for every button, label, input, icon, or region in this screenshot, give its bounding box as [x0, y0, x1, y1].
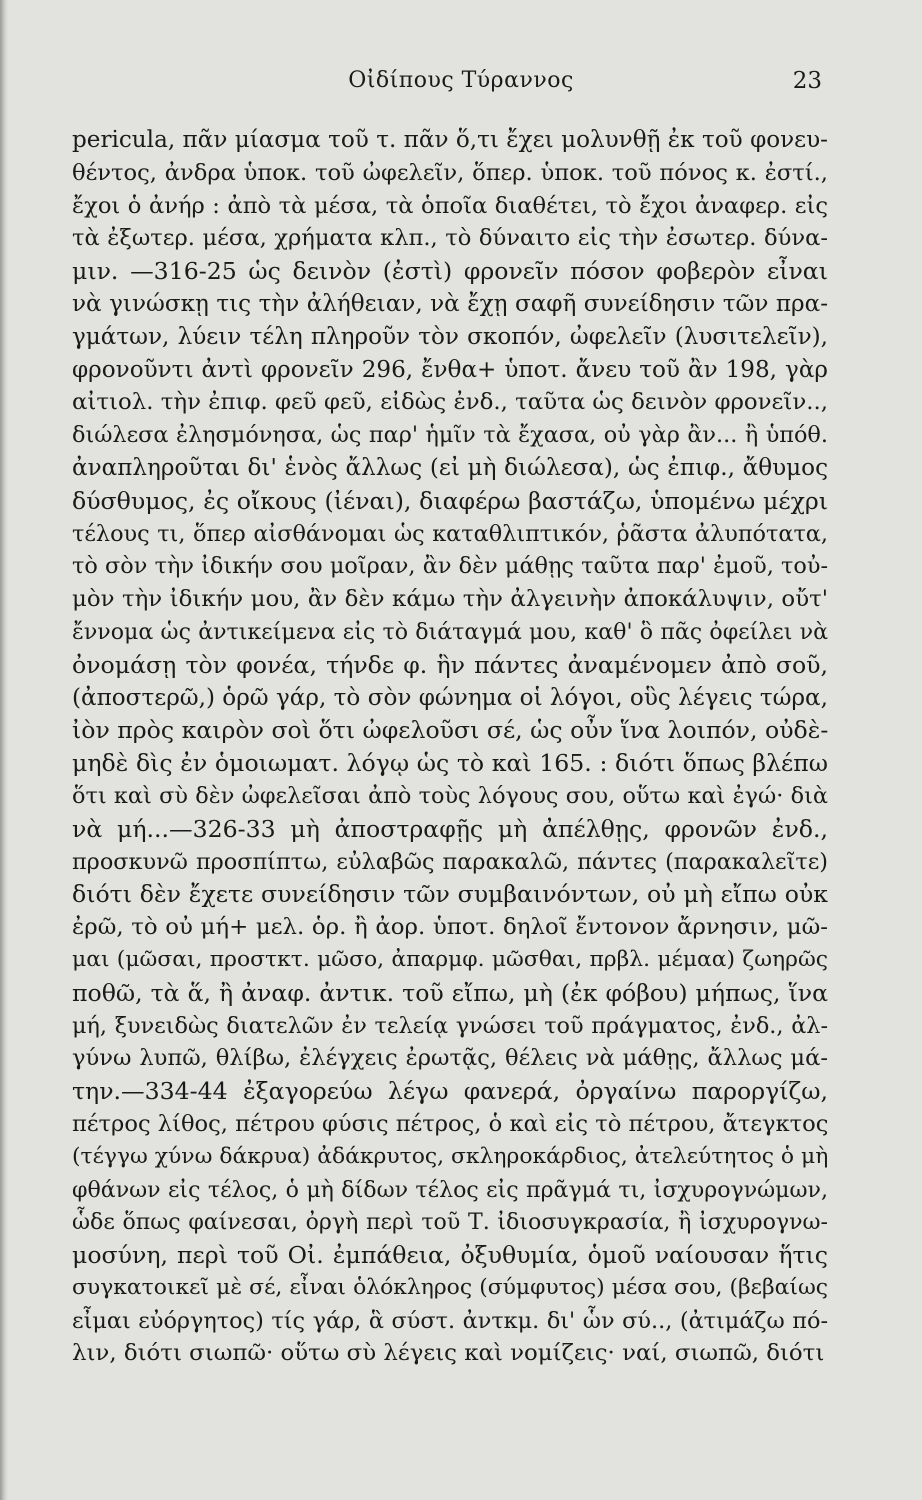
text-line: ἔννομα ὡς ἀντικείμενα εἰς τὸ διάταγμά μου, καθ' ὃ πᾶς ὀφείλει νὰ	[72, 618, 828, 645]
text-line: νὰ γινώσκῃ τις τὴν ἀλήθειαν, νὰ ἔχῃ σαφῆ συνείδησιν τῶν πρα-	[72, 290, 828, 317]
text-line: δύσθυμος, ἐς οἴκους (ἰέναι), διαφέρω βαστάζω, ὑπομένω μέχρι	[72, 486, 828, 515]
text-line: φρονοῦντι ἀντὶ φρονεῖν 296, ἔνθα+ ὑποτ. ἄνευ τοῦ ἂν 198, γὰρ	[72, 356, 828, 383]
text-line: τὸ σὸν τὴν ἰδικήν σου μοῖραν, ἂν δὲν μάθῃς ταῦτα παρ' ἐμοῦ, τοὐ-	[72, 553, 828, 580]
page-gutter-shadow	[0, 0, 8, 1500]
text-line: μιν. —316-25 ὡς δεινὸν (ἐστὶ) φρονεῖν πόσον φοβερὸν εἶναι	[72, 257, 828, 286]
text-line: μαι (μῶσαι, προστκτ. μῶσο, ἀπαρμφ. μῶσθαι, πρβλ. μέμαα) ζωηρῶς	[72, 946, 828, 972]
text-line: γμάτων, λύειν τέλη πληροῦν τὸν σκοπόν, ὠφελεῖν (λυσιτελεῖν),	[72, 323, 828, 350]
commentary-body	[72, 124, 828, 1370]
text-line: μὸν τὴν ἰδικήν μου, ἂν δὲν κάμω τὴν ἀλγεινὴν ἀποκάλυψιν, οὔτ'	[72, 586, 828, 613]
text-line: ἰὸν πρὸς καιρὸν σοὶ ὅτι ὠφελοῦσι σέ, ὡς οὖν ἵνα λοιπόν, οὐδὲ-	[72, 716, 829, 745]
text-line: (τέγγω χύνω δάκρυα) ἀδάκρυτος, σκληροκάρδιος, ἀτελεύτητος ὁ μὴ	[72, 1143, 829, 1169]
text-line: θέντος, ἀνδρα ὑποκ. τοῦ ὠφελεῖν, ὅπερ. ὑποκ. τοῦ πόνος κ. ἐστί.,	[72, 159, 828, 186]
text-line: ἀναπληροῦται δι' ἑνὸς ἄλλως (εἰ μὴ διώλεσα), ὡς ἐπιφ., ἄθυμος	[72, 454, 828, 481]
text-line: ὅτι καὶ σὺ δὲν ὠφελεῖσαι ἀπὸ τοὺς λόγους σου, οὕτω καὶ ἐγώ· διὰ	[72, 782, 828, 809]
text-line: αἰτιολ. τὴν ἐπιφ. φεῦ φεῦ, εἰδὼς ἐνδ., ταῦτα ὡς δεινὸν φρονεῖν..,	[72, 389, 828, 416]
text-line: ἐρῶ, τὸ οὐ μή+ μελ. ὁρ. ἢ ἀορ. ὑποτ. δηλοῖ ἔντονον ἄρνησιν, μῶ-	[72, 914, 828, 941]
text-line: διότι δὲν ἔχετε συνείδησιν τῶν συμβαινόντων, οὐ μὴ εἴπω οὐκ	[72, 880, 828, 909]
text-line: συγκατοικεῖ μὲ σέ, εἶναι ὁλόκληρος (σύμφυτος) μέσα σου, (βεβαίως	[72, 1274, 828, 1300]
running-title: Οἰδίπους Τύραννος	[348, 68, 574, 93]
text-line: (ἀποστερῶ,) ὁρῶ γάρ, τὸ σὸν φώνημα οἱ λόγοι, οὓς λέγεις τώρα,	[72, 684, 828, 711]
text-line: πέτρος λίθος, πέτρου φύσις πέτρος, ὁ καὶ εἰς τὸ πέτρου, ἄτεγκτος	[72, 1110, 829, 1137]
text-line: λιν, διότι σιωπῶ· οὕτω σὺ λέγεις καὶ νομίζεις· ναί, σιωπῶ, διότι	[72, 1340, 825, 1367]
text-line: τέλους τι, ὅπερ αἰσθάνομαι ὡς καταθλιπτικόν, ῥᾶστα ἀλυπότατα,	[72, 520, 828, 547]
text-line: μηδὲ δὶς ἐν ὁμοιωματ. λόγῳ ὡς τὸ καὶ 165. : διότι ὅπως βλέπω	[72, 749, 828, 778]
text-line: γύνω λυπῶ, θλίβω, ἐλέγχεις ἐρωτᾷς, θέλεις νὰ μάθῃς, ἄλλως μά-	[72, 1045, 828, 1072]
page-number: 23	[792, 68, 822, 94]
text-line: εἶμαι εὐόργητος) τίς γάρ, ἃ σύστ. ἀντκμ. δι' ὧν σύ.., (ἀτιμάζω πό-	[72, 1307, 828, 1334]
text-line: φθάνων εἰς τέλος, ὁ μὴ δίδων τέλος εἰς πρᾶγμά τι, ἰσχυρογνώμων,	[72, 1176, 828, 1203]
text-line: ὀνομάσῃ τὸν φονέα, τήνδε φ. ἣν πάντες ἀναμένομεν ἀπὸ σοῦ,	[72, 650, 828, 679]
text-line: την.—334-44 ἐξαγορεύω λέγω φανερά, ὀργαίνω παροργίζω,	[72, 1077, 828, 1106]
text-line: μοσύνη, περὶ τοῦ Οἰ. ἐμπάθεια, ὀξυθυμία, ὁμοῦ ναίουσαν ἥτις	[72, 1241, 828, 1270]
text-line: προσκυνῶ προσπίπτω, εὐλαβῶς παρακαλῶ, πάντες (παρακαλεῖτε)	[72, 848, 828, 875]
text-line: ὧδε ὅπως φαίνεσαι, ὀργὴ περὶ τοῦ Τ. ἰδιοσυγκρασία, ἢ ἰσχυρογνω-	[72, 1209, 828, 1236]
text-line: ποθῶ, τὰ ἅ, ἢ ἀναφ. ἀντικ. τοῦ εἴπω, μὴ (ἐκ φόβου) μήπως, ἵνα	[72, 978, 828, 1007]
page-header	[0, 68, 922, 108]
text-line: ἔχοι ὁ ἀνήρ : ἀπὸ τὰ μέσα, τὰ ὁποῖα διαθέτει, τὸ ἔχοι ἀναφερ. εἰς	[72, 192, 828, 219]
text-line: τὰ ἐξωτερ. μέσα, χρήματα κλπ., τὸ δύναιτο εἰς τὴν ἐσωτερ. δύνα-	[72, 225, 828, 252]
text-line: pericula, πᾶν μίασμα τοῦ τ. πᾶν ὅ,τι ἔχει μολυνθῇ ἐκ τοῦ φονευ-	[72, 127, 828, 153]
text-line: διώλεσα ἐλησμόνησα, ὡς παρ' ἡμῖν τὰ ἔχασα, οὐ γὰρ ἂν... ἢ ὑπόθ.	[72, 422, 828, 449]
text-line: νὰ μή...—326-33 μὴ ἀποστραφῇς μὴ ἀπέλθῃς, φρονῶν ἐνδ.,	[72, 814, 828, 843]
text-line: μή, ξυνειδὼς διατελῶν ἐν τελείᾳ γνώσει τοῦ πράγματος, ἐνδ., ἀλ-	[72, 1012, 828, 1039]
